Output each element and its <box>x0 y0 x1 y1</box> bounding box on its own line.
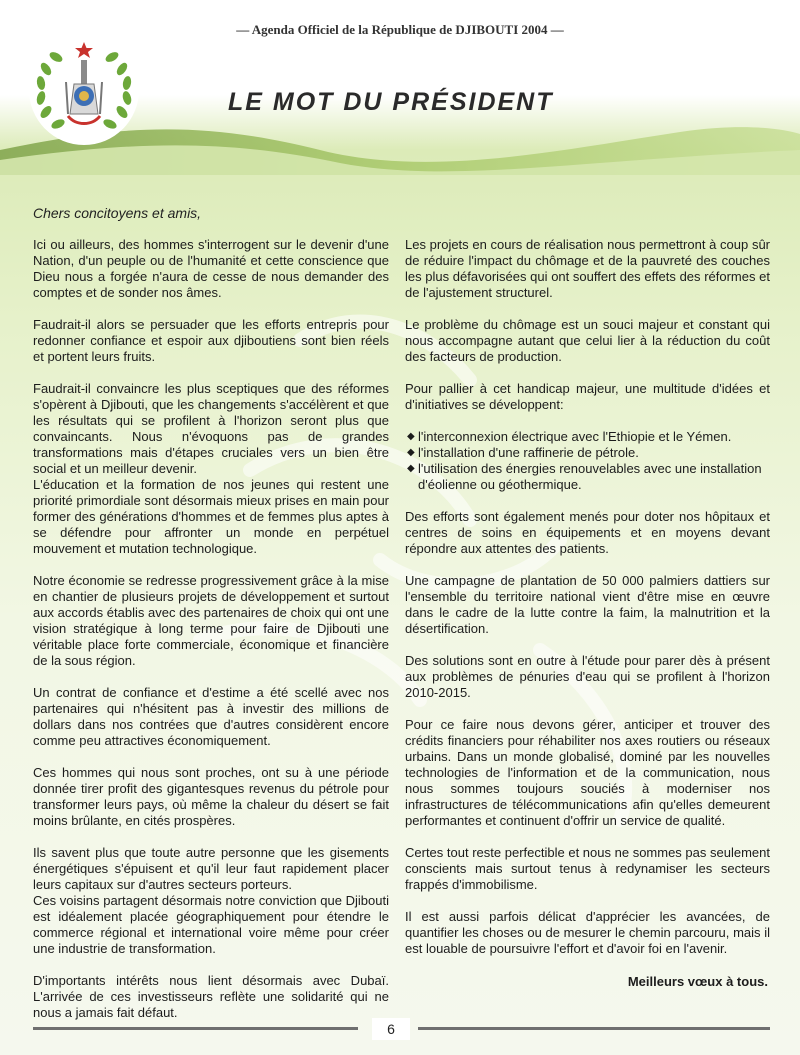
list-item-text: l'interconnexion électrique avec l'Ethiopie et le Yémen. <box>418 429 732 444</box>
diamond-bullet-icon: ◆ <box>407 463 415 474</box>
paragraph: Il est aussi parfois délicat d'apprécier les avancées, de quantifier les choses ou de mesurer le chemin parcouru, mais il est louable de poursuivre l'effort et d'avoir foi en l'avenir. <box>405 909 770 956</box>
list-item <box>405 461 770 493</box>
paragraph: Une campagne de plantation de 50 000 palmiers dattiers sur l'ensemble du territoire national vient d'être mise en œuvre dans le cadre de la lutte contre la faim, la malnutrition et la désertification. <box>405 573 770 636</box>
initiatives-list <box>405 429 770 493</box>
paragraph: Ils savent plus que toute autre personne que les gisements énergétiques s'épuisent et qu'il leur faut rapidement placer leurs capitaux sur d'autres secteurs porteurs. <box>33 845 389 892</box>
page-title: LE MOT DU PRÉSIDENT <box>228 88 554 116</box>
paragraph: D'importants intérêts nous lient désormais avec Dubaï. L'arrivée de ces investisseurs reflète une solidarité qui ne nous a jamais fait défaut. <box>33 973 389 1020</box>
paragraph: L'éducation et la formation de nos jeunes qui restent une priorité primordiale sont désormais mieux prises en main pour former des générations d'hommes et de femmes plus aptes à se défendre pour affronter un monde en perpétuel mouvement et mutation technologique. <box>33 477 389 556</box>
left-column <box>33 237 389 1037</box>
greeting: Chers concitoyens et amis, <box>33 205 202 221</box>
paragraph: Des solutions sont en outre à l'étude pour parer dès à présent aux problèmes de pénuries d'eau qui se profilent à l'horizon 2010-2015. <box>405 653 770 700</box>
paragraph: Des efforts sont également menés pour doter nos hôpitaux et centres de soins en équipements et en moyens devant répondre aux attentes des patients. <box>405 509 770 556</box>
paragraph: Ici ou ailleurs, des hommes s'interrogent sur le devenir d'une Nation, d'un peuple ou de l'humanité et cette conscience que Dieu nous a forgée n'aura de cesse de nous demander des comptes et de sonder nos âmes. <box>33 237 389 300</box>
list-item-text: l'utilisation des énergies renouvelables avec une installation d'éolienne ou géothermique. <box>418 461 762 492</box>
paragraph: Le problème du chômage est un souci majeur et constant qui nous accompagne autant que celui lier à la réduction du coût des facteurs de production. <box>405 317 770 364</box>
list-item-text: l'installation d'une raffinerie de pétrole. <box>418 445 639 460</box>
paragraph: Pour pallier à cet handicap majeur, une multitude d'idées et d'initiatives se développent: <box>405 381 770 412</box>
coat-of-arms-icon <box>28 34 140 146</box>
paragraph: Notre économie se redresse progressivement grâce à la mise en chantier de plusieurs projets de développement et surtout aux accords établis avec des partenaires de choix qui ont une vision stratégique à long terme pour faire de Djibouti une véritable place forte commerciale, économique et financière de la sous région. <box>33 573 389 668</box>
paragraph: Faudrait-il alors se persuader que les efforts entrepris pour redonner confiance et espoir aux djiboutiens sont bien réels et portent leurs fruits. <box>33 317 389 364</box>
diamond-bullet-icon: ◆ <box>407 431 415 442</box>
paragraph: Ces voisins partagent désormais notre conviction que Djibouti est idéalement placée géographiquement pour étendre le commerce régional et international voire même pour créer une industrie de transformation. <box>33 893 389 956</box>
footer-rule-right <box>418 1027 770 1030</box>
paragraph: Les projets en cours de réalisation nous permettront à coup sûr de réduire l'impact du chômage et de la pauvreté des couches les plus défavorisées qui ont souffert des effets des réformes et de l'ajustement structurel. <box>405 237 770 300</box>
list-item <box>405 429 770 445</box>
footer-rule-left <box>33 1027 358 1030</box>
closing-signature: Meilleurs vœux à tous. <box>627 974 768 989</box>
paragraph: Pour ce faire nous devons gérer, anticiper et trouver des crédits financiers pour réhabiliter nos axes routiers ou réseaux urbains. Dans un monde globalisé, dominé par les nouvelles technologies de l'information et de la communication, nous nous sommes toujours souciés à moderniser nos infrastructures de télécommunications afin qu'elles demeurent performantes et continuent d'offrir un service de qualité. <box>405 717 770 828</box>
paragraph: Ces hommes qui nous sont proches, ont su à une période donnée tirer profit des gigantesques revenus du pétrole pour transformer leurs pays, où même la chaleur du désert se fait moins brûlante, en cités prospères. <box>33 765 389 828</box>
paragraph: Faudrait-il convaincre les plus sceptiques que des réformes s'opèrent à Djibouti, que les changements s'accélèrent et que les résultats qui se profilent à l'horizon seront plus que convaincants. Nous n'évoquons pas de grandes transformations mais d'étapes cruciales vers un bien être social et un meilleur devenir. <box>33 381 389 476</box>
diamond-bullet-icon: ◆ <box>407 447 415 458</box>
paragraph: Certes tout reste perfectible et nous ne sommes pas seulement conscients mais surtout tenus à redynamiser les secteurs frappés d'immobilisme. <box>405 845 770 892</box>
list-item <box>405 445 770 461</box>
publication-header: — Agenda Officiel de la République de DJIBOUTI 2004 — <box>236 22 564 37</box>
page-number: 6 <box>372 1018 410 1040</box>
right-column <box>405 237 770 973</box>
paragraph: Un contrat de confiance et d'estime a été scellé avec nos partenaires qui n'hésitent pas à investir des millions de dollars dans nos contrées que d'autres considèrent encore comme peu attractives économiquement. <box>33 685 389 748</box>
